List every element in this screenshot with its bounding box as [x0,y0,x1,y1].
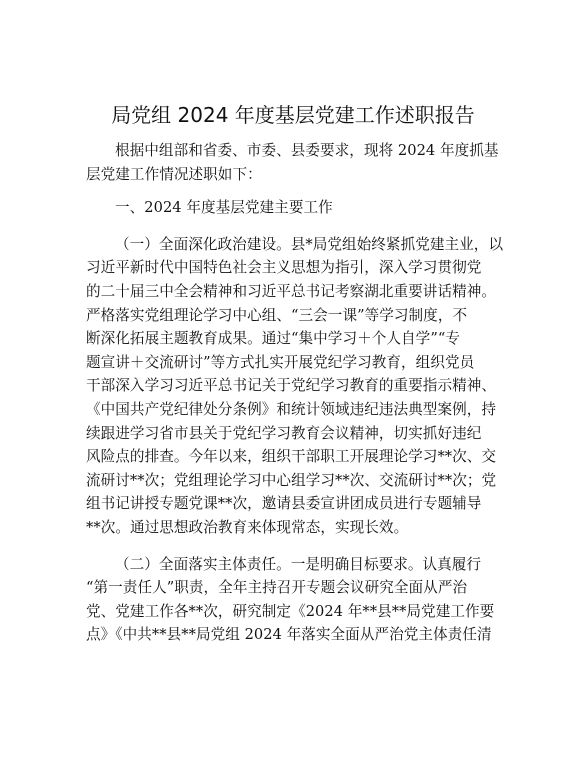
text-line: （一）全面深化政治建设。县*局党组始终紧抓党建主业，以 [115,235,504,253]
text-line: 流研讨**次；党组理论学习中心组学习**次、交流研讨**次；党 [86,471,497,489]
text-line: 题宣讲＋交流研讨”等方式扎实开展党纪学习教育，组织党员 [86,353,475,371]
text-line: 习近平新时代中国特色社会主义思想为指引，深入学习贯彻党 [86,259,482,277]
paragraph-section-1-2 [86,553,510,647]
text-line: 断深化拓展主题教育成果。通过“集中学习＋个人自学”“专 [86,330,460,348]
text-line: 党、党建工作各**次，研究制定《2024 年**县**局党建工作要 [86,602,495,620]
text-line: 续跟进学习省市县关于党纪学习教育会议精神，切实抓好违纪 [86,424,482,442]
text-line: 一、2024 年度基层党建主要工作 [115,199,333,217]
text-line: 根据中组部和省委、市委、县委要求，现将 2024 年度抓基 [115,142,499,159]
paragraph-section-1-1 [86,233,510,540]
section-heading [86,196,510,220]
text-line: 严格落实党组理论学习中心组、“三会一课”等学习制度，不 [86,306,468,324]
text-line: 风险点的排查。今年以来，组织干部职工开展理论学习**次、交 [86,448,497,466]
text-line: 的二十届三中全会精神和习近平总书记考察湖北重要讲话精神。 [86,282,497,300]
text-line: 干部深入学习习近平总书记关于党纪学习教育的重要指示精神、 [86,377,497,395]
document-body [86,139,510,647]
text-line: 点》《中共**县**局党组 2024 年落实全面从严治党主体责任清 [86,626,492,644]
text-line: 层党建工作情况述职如下： [86,165,262,183]
text-line: 组书记讲授专题党课**次，邀请县委宣讲团成员进行专题辅导 [86,495,482,513]
text-line: 《中国共产党纪律处分条例》和统计领域违纪违法典型案例，持 [86,400,497,418]
paragraph-intro [86,139,510,186]
text-line: “第一责任人”职责，全年主持召开专题会议研究全面从严治 [86,579,468,597]
document-title: 局党组 2024 年度基层党建工作述职报告 [111,103,475,127]
text-line: **次。通过思想政治教育来体现常态，实现长效。 [86,518,409,536]
text-line: （二）全面落实主体责任。一是明确目标要求。认真履行 [115,555,482,573]
